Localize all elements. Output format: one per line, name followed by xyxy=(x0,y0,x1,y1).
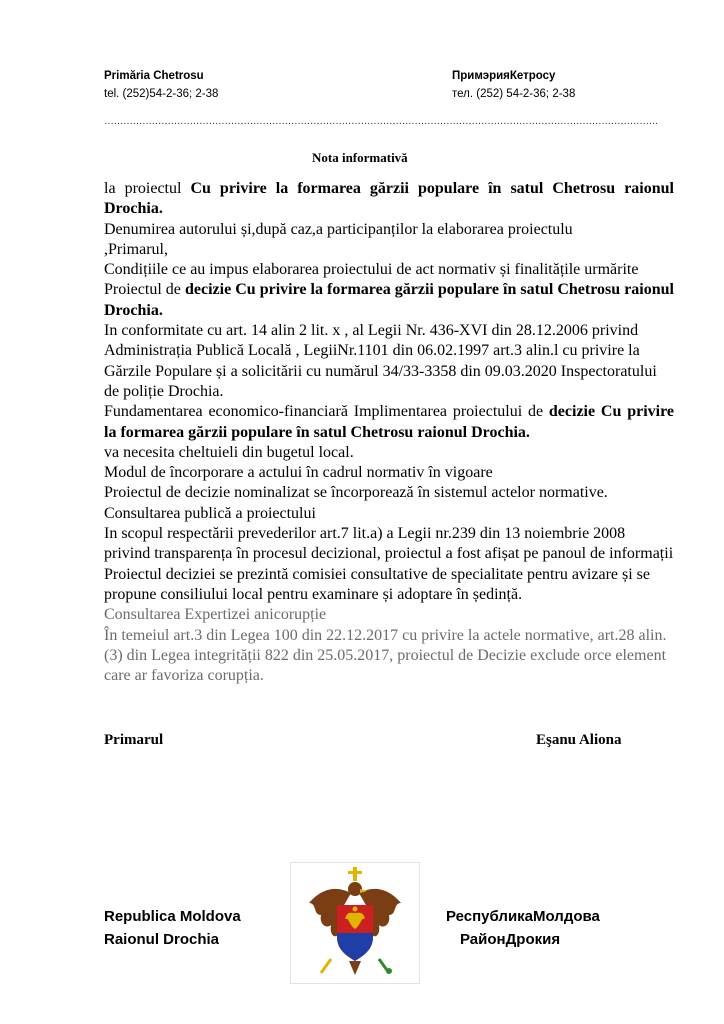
signature-name: Eşanu Aliona xyxy=(536,732,622,748)
paragraph-project xyxy=(104,179,674,220)
paragraph-conditions-heading: Condițiile ce au impus elaborarea proiectului de act normativ și finalitățile urmărite xyxy=(104,261,639,279)
header-separator: …………………………………………………………………………………………………………………………………………………………. xyxy=(104,116,658,127)
signature-role: Primarul xyxy=(104,732,164,748)
paragraph-budget: va necesita cheltuieli din bugetul local. xyxy=(104,443,354,461)
paragraph-legal-basis: In conformitate cu art. 14 alin 2 lit. x , al Legii Nr. 436-XVI din 28.12.2006 privind Administrația Publică Locală , LegiiNr.1101 din 06.02.1997 art.3 alin.l cu privire la Gărzile Populare și a solicitării cu numărul 34/33-3358 din 09.03.2020 Inspectoratului de poliție Drochia. xyxy=(104,322,657,400)
footer-right xyxy=(446,905,600,951)
institution-name-ro: Primăria Chetrosu xyxy=(104,70,204,82)
paragraph-consultation-heading: Consultarea publică a proiectului xyxy=(104,504,316,522)
coat-of-arms-icon xyxy=(291,863,419,983)
project-prefix: la proiectul xyxy=(104,180,191,197)
footer-left xyxy=(104,905,241,951)
institution-name-ru: ПримэрияКетросу xyxy=(452,70,556,82)
financial-prefix: Fundamentarea economico-financiară Implimentarea proiectului de xyxy=(104,403,549,421)
document-title: Nota informativă xyxy=(312,150,408,165)
district-ro: Raionul Drochia xyxy=(104,931,220,948)
decision-prefix: Proiectul de xyxy=(104,281,185,299)
district-ru: РайонДрокия xyxy=(460,931,561,948)
paragraph-decision xyxy=(104,280,674,321)
paragraph-commission: Proiectul deciziei se prezintă comisiei consultative de specialitate pentru avizare și se propune consiliului local pentru examinare și adoptare în ședință. xyxy=(104,565,650,603)
country-ro: Republica Moldova xyxy=(104,908,241,925)
financial-decision-title: decizie Cu privire la formarea gărzii populare în satul Chetrosu raionul Drochia. xyxy=(104,403,674,441)
coat-of-arms xyxy=(290,862,420,984)
paragraph-anticorruption-heading: Consultarea Expertizei anicorupție xyxy=(104,606,327,624)
paragraph-transparency: In scopul respectării prevederilor art.7 lit.a) a Legii nr.239 din 13 noiembrie 2008 privind transparența în procesul decizional, proiectul a fost afișat pe panoul de informații xyxy=(104,525,674,563)
country-ru: РеспубликаМолдова xyxy=(446,908,600,925)
decision-title: decizie Cu privire la formarea gărzii populare în satul Chetrosu raionul Drochia. xyxy=(104,281,674,319)
header-right xyxy=(452,67,575,103)
paragraph-incorporation: Proiectul de decizie nominalizat se încorporează în sistemul actelor normative. xyxy=(104,484,608,502)
phone-ru: тел. (252) 54-2-36; 2-38 xyxy=(452,88,576,100)
paragraph-anticorruption: În temeiul art.3 din Legea 100 din 22.12.2017 cu privire la actele normative, art.28 alin.(3) din Legea integrității 822 din 25.05.2017, proiectul de Decizie exclude orce element care ar favoriza corupția. xyxy=(104,626,667,685)
paragraph-author-heading: Denumirea autorului și,după caz,a participanților la elaborarea proiectulu xyxy=(104,220,573,238)
document-body xyxy=(104,179,674,686)
paragraph-incorporation-heading: Modul de încorporare a actului în cadrul normativ în vigoare xyxy=(104,464,493,482)
phone-ro: tel. (252)54-2-36; 2-38 xyxy=(104,88,219,100)
project-title: Cu privire la formarea gărzii populare în satul Chetrosu raionul Drochia. xyxy=(104,180,674,218)
paragraph-financial xyxy=(104,402,674,443)
paragraph-author: ,Primarul, xyxy=(104,240,168,258)
header-left xyxy=(104,67,218,103)
